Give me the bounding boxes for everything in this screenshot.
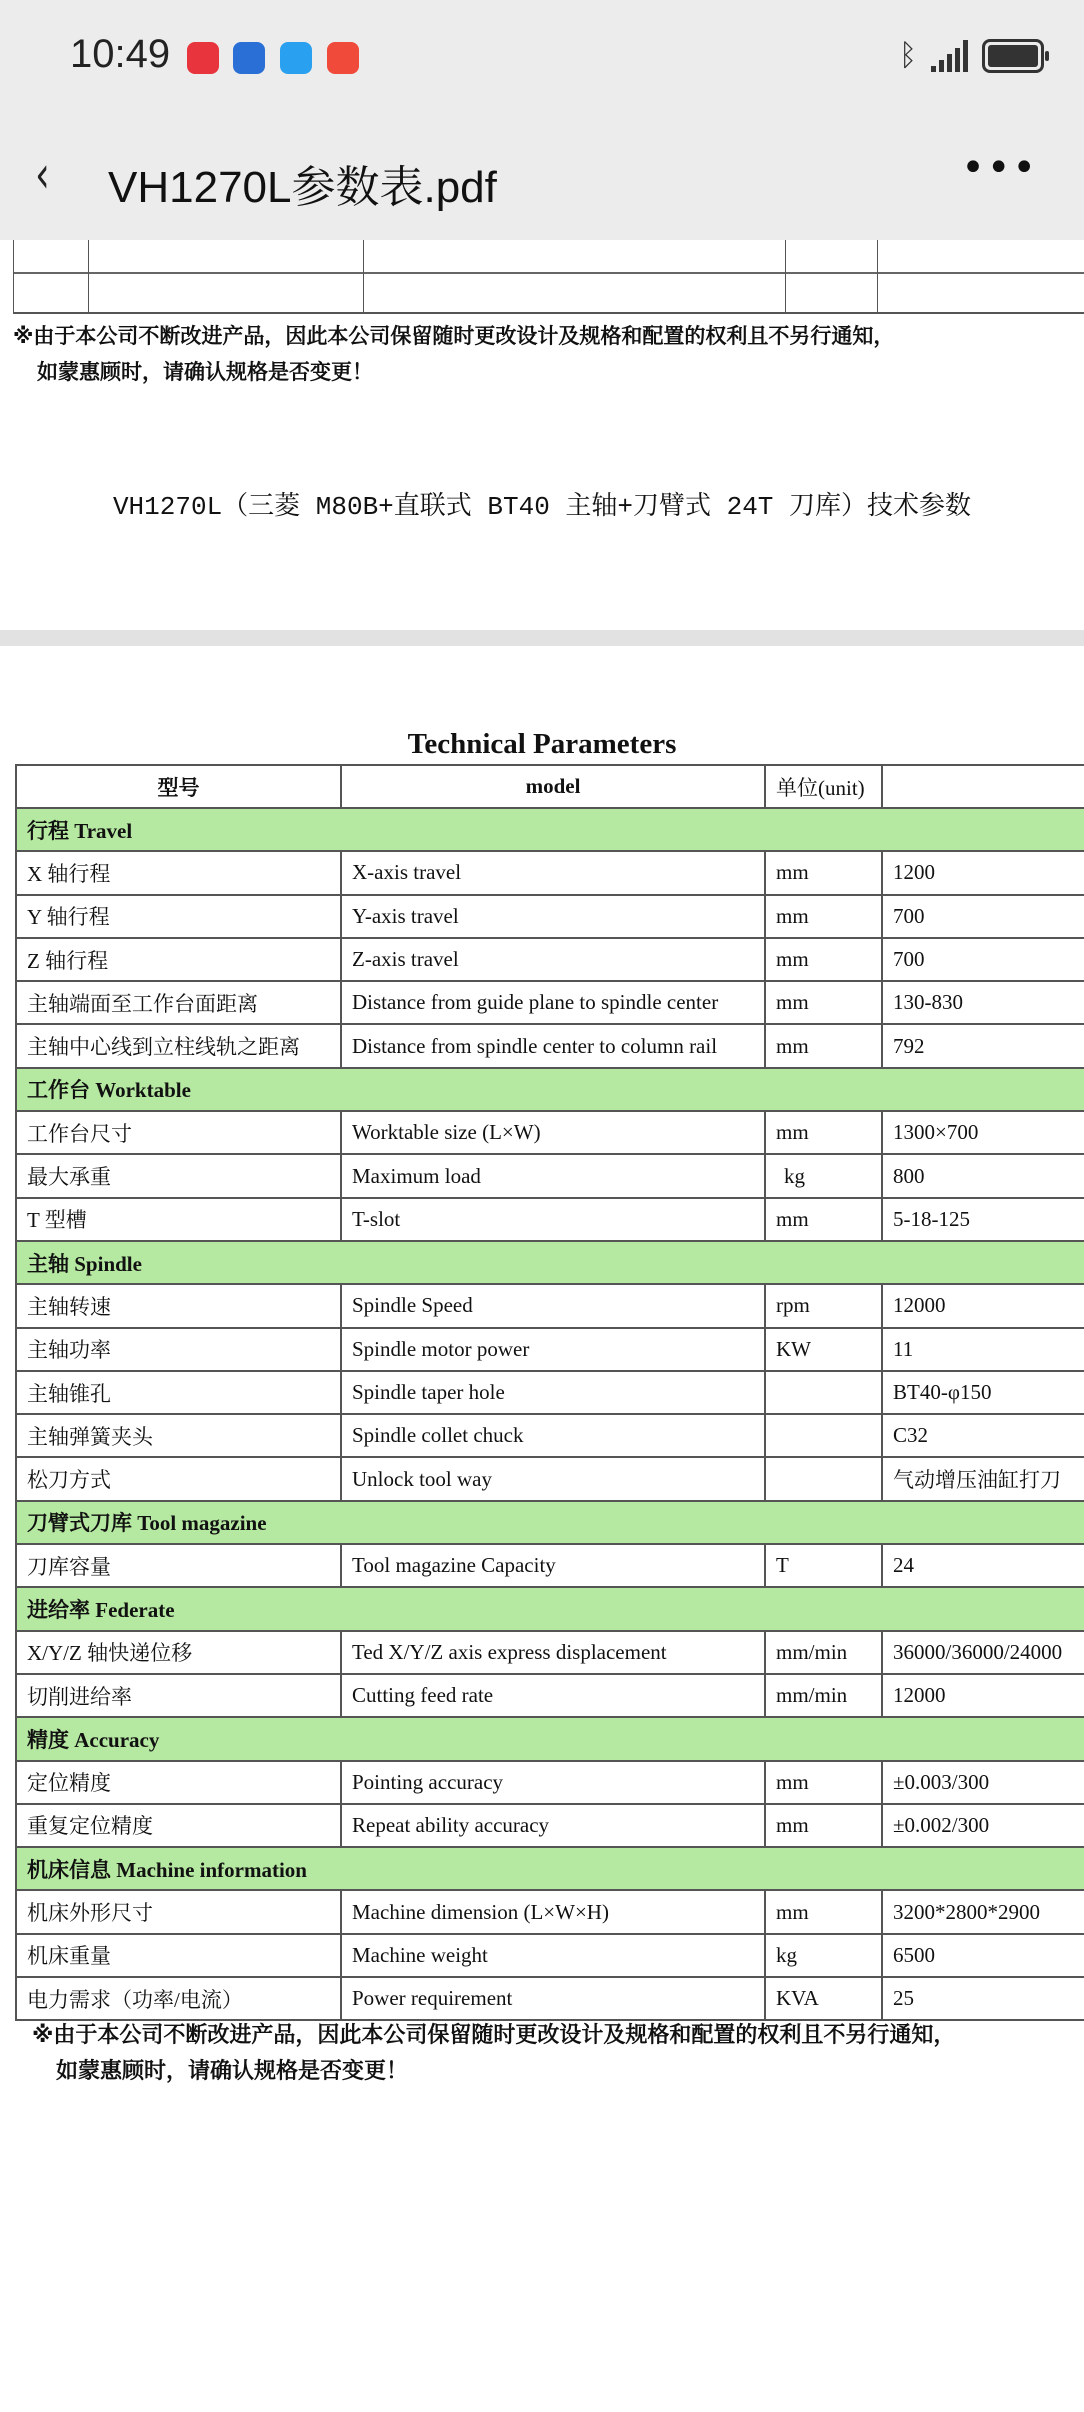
cell-value: 700 (882, 938, 1084, 981)
cell-en: Spindle motor power (341, 1328, 765, 1371)
cell-en: T-slot (341, 1198, 765, 1241)
cell-en: Tool magazine Capacity (341, 1544, 765, 1587)
section-row (16, 1501, 1084, 1544)
cell-value: 6500 (882, 1934, 1084, 1977)
cell-value: 12000 (882, 1284, 1084, 1327)
table-row (16, 1284, 1084, 1327)
cell-en: Repeat ability accuracy (341, 1804, 765, 1847)
page-separator (0, 630, 1084, 646)
section-row (16, 1717, 1084, 1760)
table-row (16, 981, 1084, 1024)
section-label: 进给率 Federate (16, 1587, 1084, 1630)
section-row (16, 1068, 1084, 1111)
cell-cn: 工作台尺寸 (16, 1111, 341, 1154)
table-row (16, 1977, 1084, 2020)
section-label: 工作台 Worktable (16, 1068, 1084, 1111)
cell-en: Maximum load (341, 1154, 765, 1197)
table-row (16, 1631, 1084, 1674)
status-bar (0, 0, 1084, 115)
cell-value: 5-18-125 (882, 1198, 1084, 1241)
table-row (16, 1111, 1084, 1154)
cell-unit: mm (765, 1111, 882, 1154)
cell-en: Cutting feed rate (341, 1674, 765, 1717)
cell-unit: T (765, 1544, 882, 1587)
cell-en: Machine weight (341, 1934, 765, 1977)
cell-cn: 主轴锥孔 (16, 1371, 341, 1414)
cell-cn: 主轴弹簧夹头 (16, 1414, 341, 1457)
bluetooth-icon: ᛒ (899, 38, 917, 73)
app-header (0, 115, 1084, 240)
blue-app-icon (233, 42, 265, 74)
cell-value: C32 (882, 1414, 1084, 1457)
page2-title: Technical Parameters (407, 728, 677, 760)
page1-disclaimer (13, 318, 894, 390)
cell-en: Y-axis travel (341, 895, 765, 938)
cell-en: Ted X/Y/Z axis express displacement (341, 1631, 765, 1674)
cell-value: 700 (882, 895, 1084, 938)
cell-unit: kg (765, 1934, 882, 1977)
cell-cn: 定位精度 (16, 1761, 341, 1804)
huawei-store-icon (187, 42, 219, 74)
cell-unit: KW (765, 1328, 882, 1371)
cell-value: 气动增压油缸打刀 (882, 1457, 1084, 1500)
back-icon[interactable]: ‹ (35, 145, 50, 205)
game-app-icon (327, 42, 359, 74)
cell-unit: mm/min (765, 1631, 882, 1674)
page1-title: VH1270L（三菱 M80B+直联式 BT40 主轴+刀臂式 24T 刀库）技术参数 (112, 492, 972, 522)
cell-value: ±0.003/300 (882, 1761, 1084, 1804)
cell-cn: 主轴中心线到立柱线轨之距离 (16, 1024, 341, 1067)
disclaimer-line: ※由于本公司不断改进产品，因此本公司保留随时更改设计及规格和配置的权利且不另行通知， (32, 2023, 956, 2048)
cell-en: Z-axis travel (341, 938, 765, 981)
table-row (16, 851, 1084, 894)
header-value (882, 765, 1084, 808)
cell-en: Power requirement (341, 1977, 765, 2020)
cell-cn: 切削进给率 (16, 1674, 341, 1717)
clock: 10:49 (70, 32, 171, 76)
table-row (16, 1761, 1084, 1804)
cell-unit (765, 1371, 882, 1414)
table-row (16, 895, 1084, 938)
cell-value: 130-830 (882, 981, 1084, 1024)
table-row (16, 1328, 1084, 1371)
cell-en: Distance from guide plane to spindle center (341, 981, 765, 1024)
cell-cn: 刀库容量 (16, 1544, 341, 1587)
cell-unit: mm (765, 1761, 882, 1804)
cell-cn: X 轴行程 (16, 851, 341, 894)
page1-table-remnant (13, 240, 1084, 314)
cell-value: 12000 (882, 1674, 1084, 1717)
table-row (16, 1414, 1084, 1457)
cell-value: 24 (882, 1544, 1084, 1587)
cell-unit: mm (765, 938, 882, 981)
cell-cn: T 型槽 (16, 1198, 341, 1241)
cell-unit: mm/min (765, 1674, 882, 1717)
disclaimer-line: ※由于本公司不断改进产品，因此本公司保留随时更改设计及规格和配置的权利且不另行通知， (13, 324, 895, 348)
cell-value: BT40-φ150 (882, 1371, 1084, 1414)
cell-unit (765, 1457, 882, 1500)
section-row (16, 1847, 1084, 1890)
table-row (16, 1198, 1084, 1241)
cell-unit: rpm (765, 1284, 882, 1327)
cell-unit: mm (765, 1024, 882, 1067)
cell-value: 800 (882, 1154, 1084, 1197)
section-row (16, 1587, 1084, 1630)
cell-unit (765, 1414, 882, 1457)
table-header (16, 765, 1084, 808)
section-row (16, 808, 1084, 851)
header-en: model (341, 765, 765, 808)
cell-en: Machine dimension (L×W×H) (341, 1890, 765, 1933)
disclaimer-line: 如蒙惠顾时，请确认规格是否变更！ (37, 360, 373, 384)
cell-en: Worktable size (L×W) (341, 1111, 765, 1154)
cell-cn: 机床外形尺寸 (16, 1890, 341, 1933)
more-options-icon[interactable]: ••• (961, 145, 1038, 191)
cell-unit: mm (765, 895, 882, 938)
table-row (16, 1890, 1084, 1933)
cell-unit: mm (765, 1890, 882, 1933)
battery-icon (982, 39, 1044, 73)
document-title: VH1270L参数表.pdf (108, 163, 497, 212)
header-cn: 型号 (16, 765, 341, 808)
section-label: 行程 Travel (16, 808, 1084, 851)
section-row (16, 1241, 1084, 1284)
cell-value: 11 (882, 1328, 1084, 1371)
page2-disclaimer (32, 2018, 955, 2090)
table-row (16, 1674, 1084, 1717)
section-label: 机床信息 Machine information (16, 1847, 1084, 1890)
cell-cn: 机床重量 (16, 1934, 341, 1977)
cell-value: ±0.002/300 (882, 1804, 1084, 1847)
cell-unit: kg (765, 1154, 882, 1197)
table-row (16, 1457, 1084, 1500)
cell-en: Spindle Speed (341, 1284, 765, 1327)
cell-en: X-axis travel (341, 851, 765, 894)
table-row (16, 1154, 1084, 1197)
cell-cn: 电力需求（功率/电流） (16, 1977, 341, 2020)
cell-cn: 主轴转速 (16, 1284, 341, 1327)
cell-value: 792 (882, 1024, 1084, 1067)
technical-parameters-table (15, 764, 1084, 2021)
header-unit: 单位(unit) (765, 765, 882, 808)
cell-cn: 重复定位精度 (16, 1804, 341, 1847)
cell-en: Spindle taper hole (341, 1371, 765, 1414)
cell-value: 1200 (882, 851, 1084, 894)
disclaimer-line: 如蒙惠顾时，请确认规格是否变更！ (56, 2059, 409, 2084)
cell-en: Spindle collet chuck (341, 1414, 765, 1457)
cell-cn: 主轴端面至工作台面距离 (16, 981, 341, 1024)
cell-cn: X/Y/Z 轴快递位移 (16, 1631, 341, 1674)
cell-value: 25 (882, 1977, 1084, 2020)
table-row (16, 938, 1084, 981)
cell-cn: Y 轴行程 (16, 895, 341, 938)
table-row (16, 1804, 1084, 1847)
cell-unit: mm (765, 981, 882, 1024)
section-label: 精度 Accuracy (16, 1717, 1084, 1760)
table-row (16, 1024, 1084, 1067)
cell-cn: 最大承重 (16, 1154, 341, 1197)
cell-cn: 松刀方式 (16, 1457, 341, 1500)
table-row (16, 1934, 1084, 1977)
cell-value: 36000/36000/24000 (882, 1631, 1084, 1674)
cell-cn: Z 轴行程 (16, 938, 341, 981)
cell-unit: KVA (765, 1977, 882, 2020)
cell-value: 3200*2800*2900 (882, 1890, 1084, 1933)
cell-unit: mm (765, 851, 882, 894)
section-label: 刀臂式刀库 Tool magazine (16, 1501, 1084, 1544)
signal-icon (931, 40, 968, 72)
cell-unit: mm (765, 1804, 882, 1847)
message-app-icon (280, 42, 312, 74)
cell-en: Pointing accuracy (341, 1761, 765, 1804)
cell-value: 1300×700 (882, 1111, 1084, 1154)
cell-en: Distance from spindle center to column rail (341, 1024, 765, 1067)
table-row (16, 1544, 1084, 1587)
cell-en: Unlock tool way (341, 1457, 765, 1500)
section-label: 主轴 Spindle (16, 1241, 1084, 1284)
table-row (16, 1371, 1084, 1414)
cell-unit: mm (765, 1198, 882, 1241)
cell-cn: 主轴功率 (16, 1328, 341, 1371)
